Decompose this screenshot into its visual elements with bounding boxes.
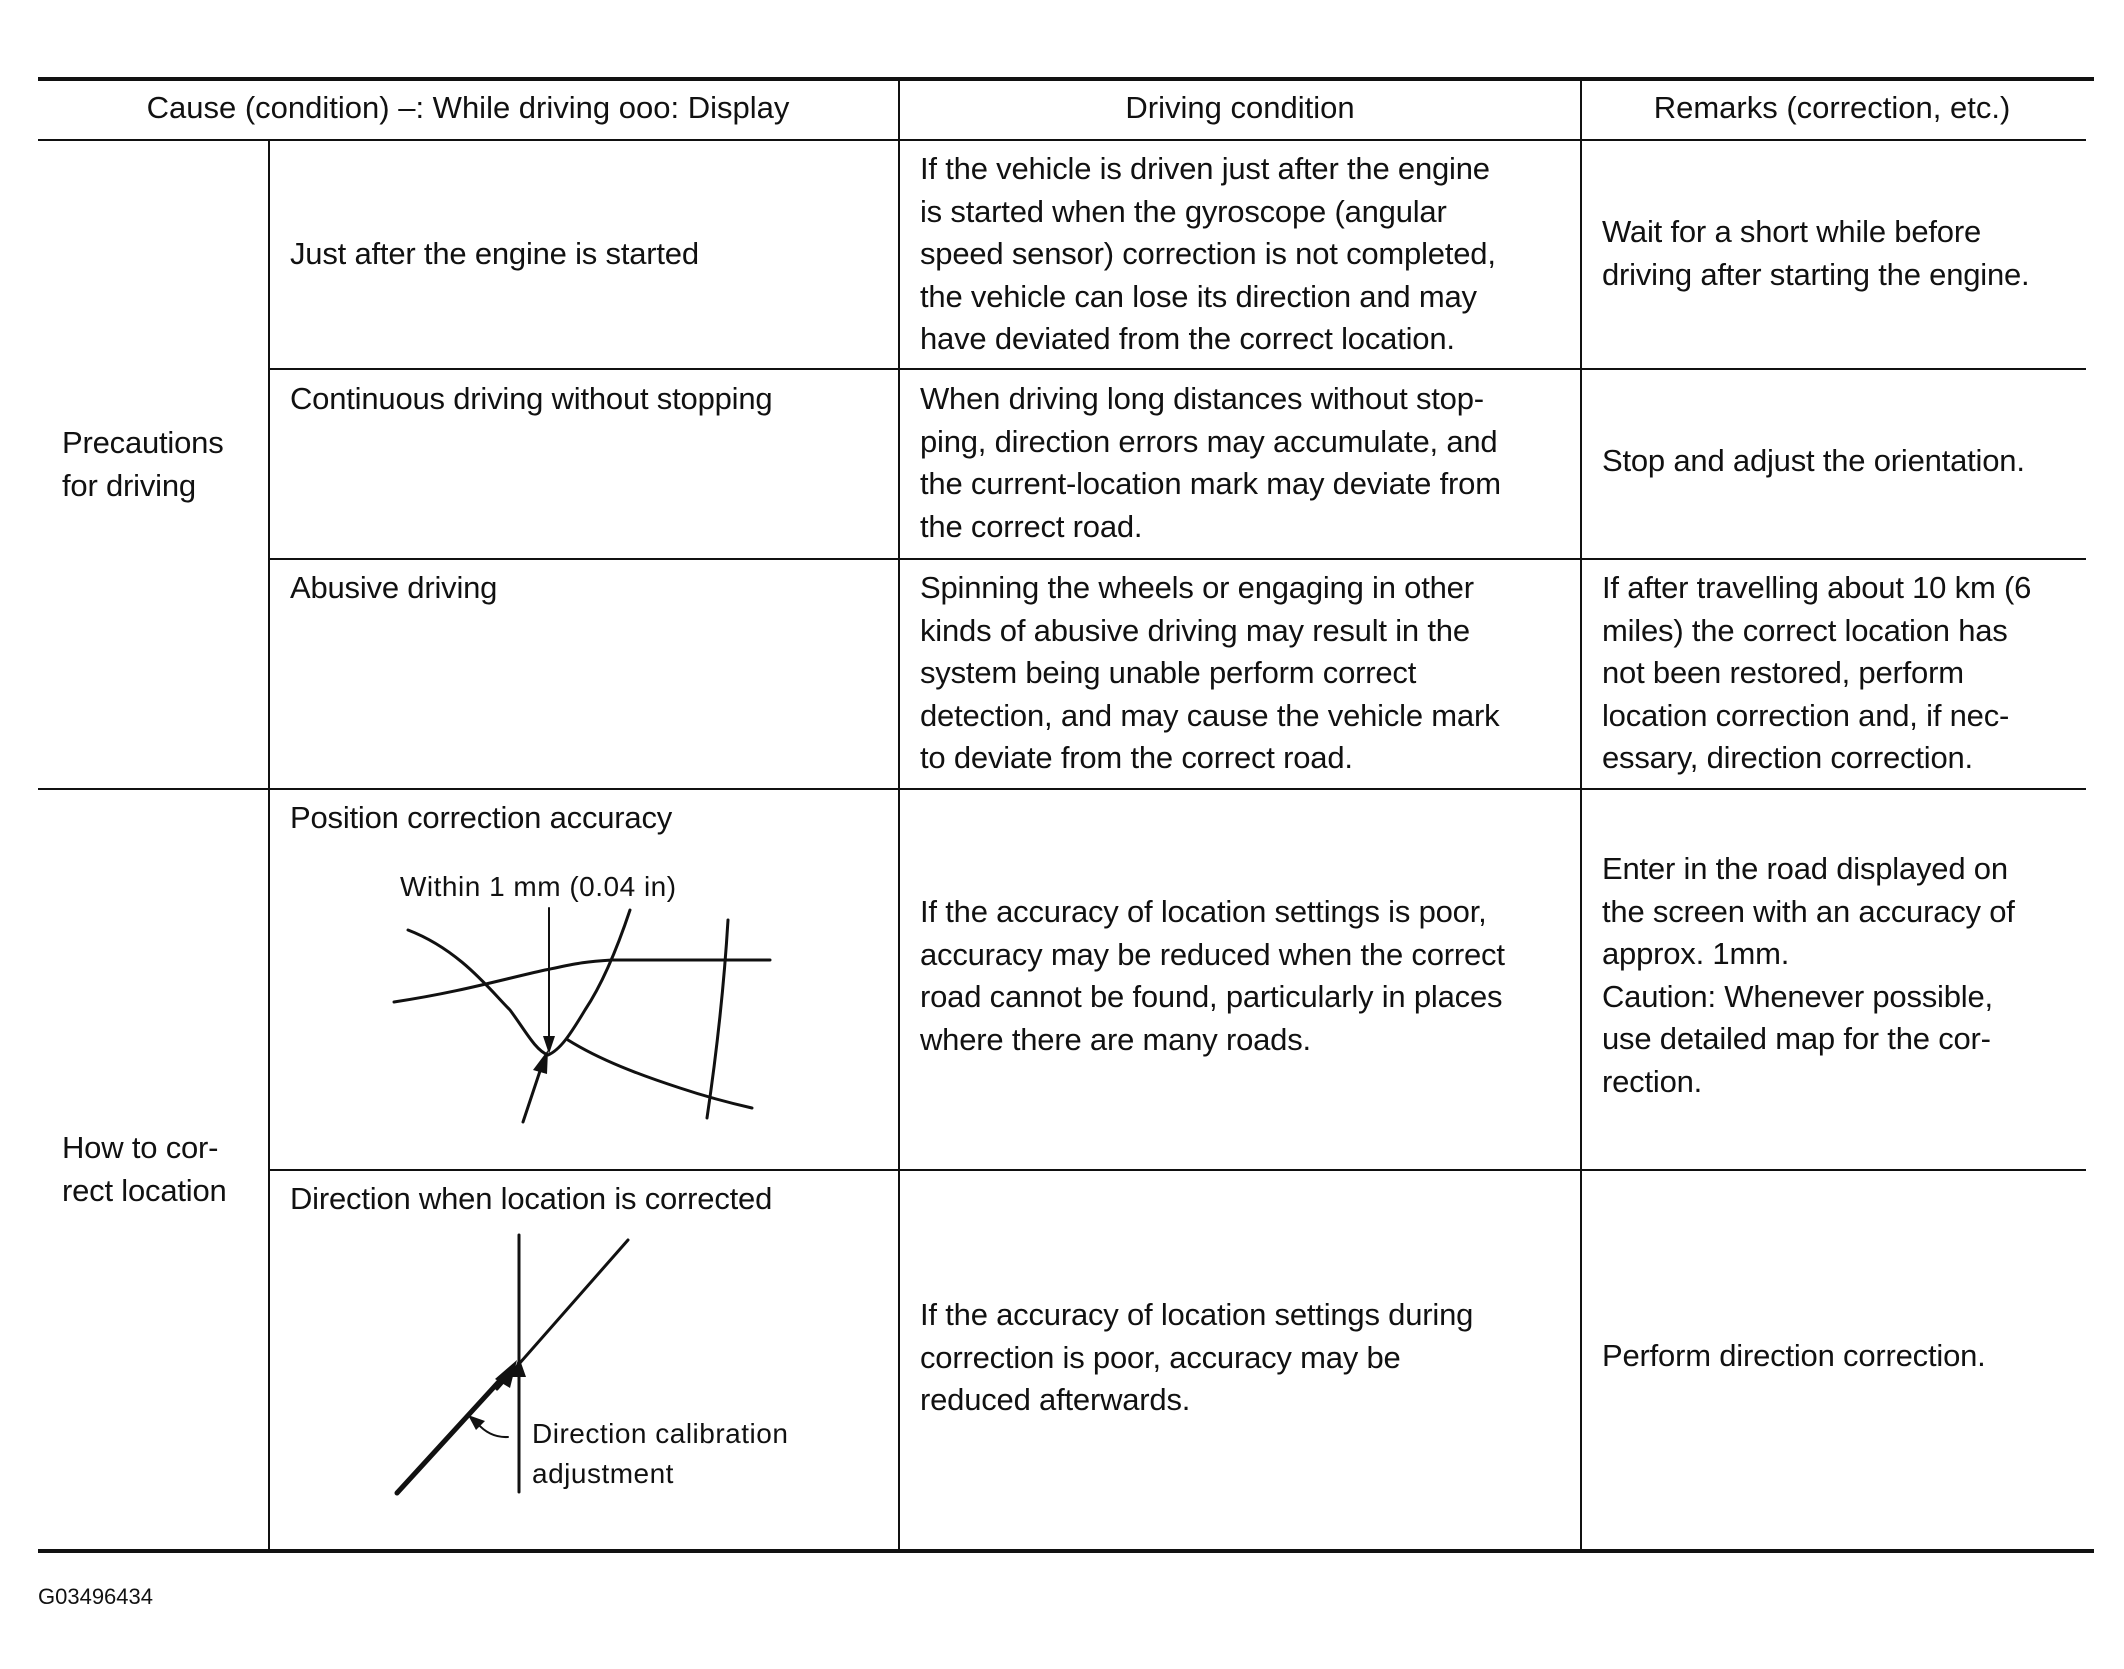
- row-divider: [268, 558, 2086, 560]
- direction-arrowhead: [533, 1050, 548, 1074]
- road-line: [707, 920, 728, 1118]
- cause-cell: Position correction accuracy: [290, 800, 673, 835]
- remarks-cell: Perform direction correction.: [1602, 1338, 1986, 1373]
- condition-cell: Spinning the wheels or engaging in other kinds of abusive driving may result in the system being unable perform correct detection, and may cause the vehicle mark to deviate from the correct road.: [920, 570, 1500, 775]
- remarks-cell: Enter in the road displayed on the screen with an accuracy of approx. 1mm. Caution: Whenever possible, use detailed map for the cor- rection.: [1602, 851, 2015, 1099]
- road-line: [394, 960, 770, 1002]
- condition-cell: If the accuracy of location settings is poor, accuracy may be reduced when the correct road cannot be found, particularly in places where there are many roads.: [920, 894, 1505, 1057]
- direction-correction-diagram: [380, 1225, 840, 1515]
- column-divider: [268, 139, 270, 1551]
- road-line: [568, 1040, 752, 1108]
- direction-calibration-label-line2: adjustment: [532, 1458, 674, 1489]
- direction-arrow-shaft: [523, 1065, 542, 1122]
- table-top-rule: [38, 77, 2094, 81]
- group-divider: [38, 788, 2086, 790]
- row-divider: [268, 368, 2086, 370]
- group-label-correct-location: How to cor- rect location: [62, 1130, 227, 1208]
- position-accuracy-label: Within 1 mm (0.04 in): [400, 871, 677, 902]
- column-divider: [898, 79, 900, 1551]
- direction-calibration-label: Direction calibration: [532, 1418, 789, 1449]
- condition-cell: If the accuracy of location settings during correction is poor, accuracy may be reduced afterwards.: [920, 1297, 1474, 1417]
- header-driving-condition: Driving condition: [1125, 90, 1355, 125]
- condition-cell: If the vehicle is driven just after the engine is started when the gyroscope (angular speed sensor) correction is not completed, the vehicle can lose its direction and may have deviated from the correct location.: [920, 151, 1496, 356]
- figure-code: G03496434: [38, 1584, 153, 1609]
- row-divider: [268, 1169, 2086, 1171]
- cause-cell: Continuous driving without stopping: [290, 381, 773, 416]
- cause-cell: Direction when location is corrected: [290, 1181, 773, 1216]
- remarks-cell: Stop and adjust the orientation.: [1602, 443, 2025, 478]
- vehicle-direction-arrow: [397, 1375, 505, 1493]
- cause-cell: Abusive driving: [290, 570, 498, 605]
- table-bottom-rule: [38, 1549, 2094, 1553]
- remarks-cell: If after travelling about 10 km (6 miles) the correct location has not been restored, perform location correction and, if nec- essary, direction correction.: [1602, 570, 2032, 775]
- condition-cell: When driving long distances without stop- ping, direction errors may accumulate, and the current-location mark may deviate from the correct road.: [920, 381, 1501, 544]
- header-remarks: Remarks (correction, etc.): [1653, 90, 2011, 125]
- callout-leader: [477, 1423, 508, 1437]
- header-bottom-rule: [38, 139, 2086, 141]
- remarks-cell: Wait for a short while before driving after starting the engine.: [1602, 214, 2030, 292]
- road-line: [408, 910, 630, 1055]
- column-divider: [1580, 79, 1582, 1551]
- group-label-precautions: Precautions for driving: [62, 425, 224, 503]
- position-correction-diagram: [380, 860, 800, 1140]
- cause-cell: Just after the engine is started: [290, 236, 699, 271]
- header-cause: Cause (condition) –: While driving ooo: Display: [146, 90, 790, 125]
